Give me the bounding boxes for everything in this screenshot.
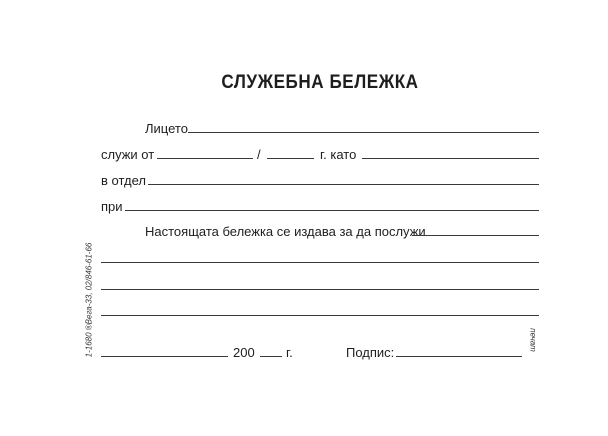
serves-from-year-field[interactable]: [267, 158, 314, 159]
purpose-text: Настоящата бележка се издава за да послужи: [145, 224, 426, 239]
date-separator: /: [257, 147, 261, 162]
signature-label: Подпис:: [346, 345, 395, 360]
purpose-field[interactable]: [412, 235, 539, 236]
document-title: СЛУЖЕБНА БЕЛЕЖКА: [221, 72, 419, 93]
serves-from-date-field[interactable]: [157, 158, 253, 159]
blank-line-2[interactable]: [101, 289, 539, 290]
department-field[interactable]: [148, 184, 539, 185]
department-label: в отдел: [101, 173, 146, 188]
person-label: Лицето: [145, 121, 188, 136]
year-as-label: г. като: [320, 147, 357, 162]
signature-field[interactable]: [396, 356, 522, 357]
printer-imprint: 1-1680 ®Вега-33, 02/846-61-66: [84, 242, 94, 358]
at-field[interactable]: [125, 210, 539, 211]
stamp-label: печат: [528, 328, 538, 352]
date-field[interactable]: [101, 356, 228, 357]
serves-from-label: служи от: [101, 147, 155, 162]
at-label: при: [101, 199, 123, 214]
year-digit-field[interactable]: [260, 356, 282, 357]
position-field[interactable]: [362, 158, 539, 159]
blank-line-3[interactable]: [101, 315, 539, 316]
blank-line-1[interactable]: [101, 262, 539, 263]
year-prefix: 200: [233, 345, 255, 360]
person-field[interactable]: [188, 132, 539, 133]
year-suffix: г.: [286, 345, 293, 360]
